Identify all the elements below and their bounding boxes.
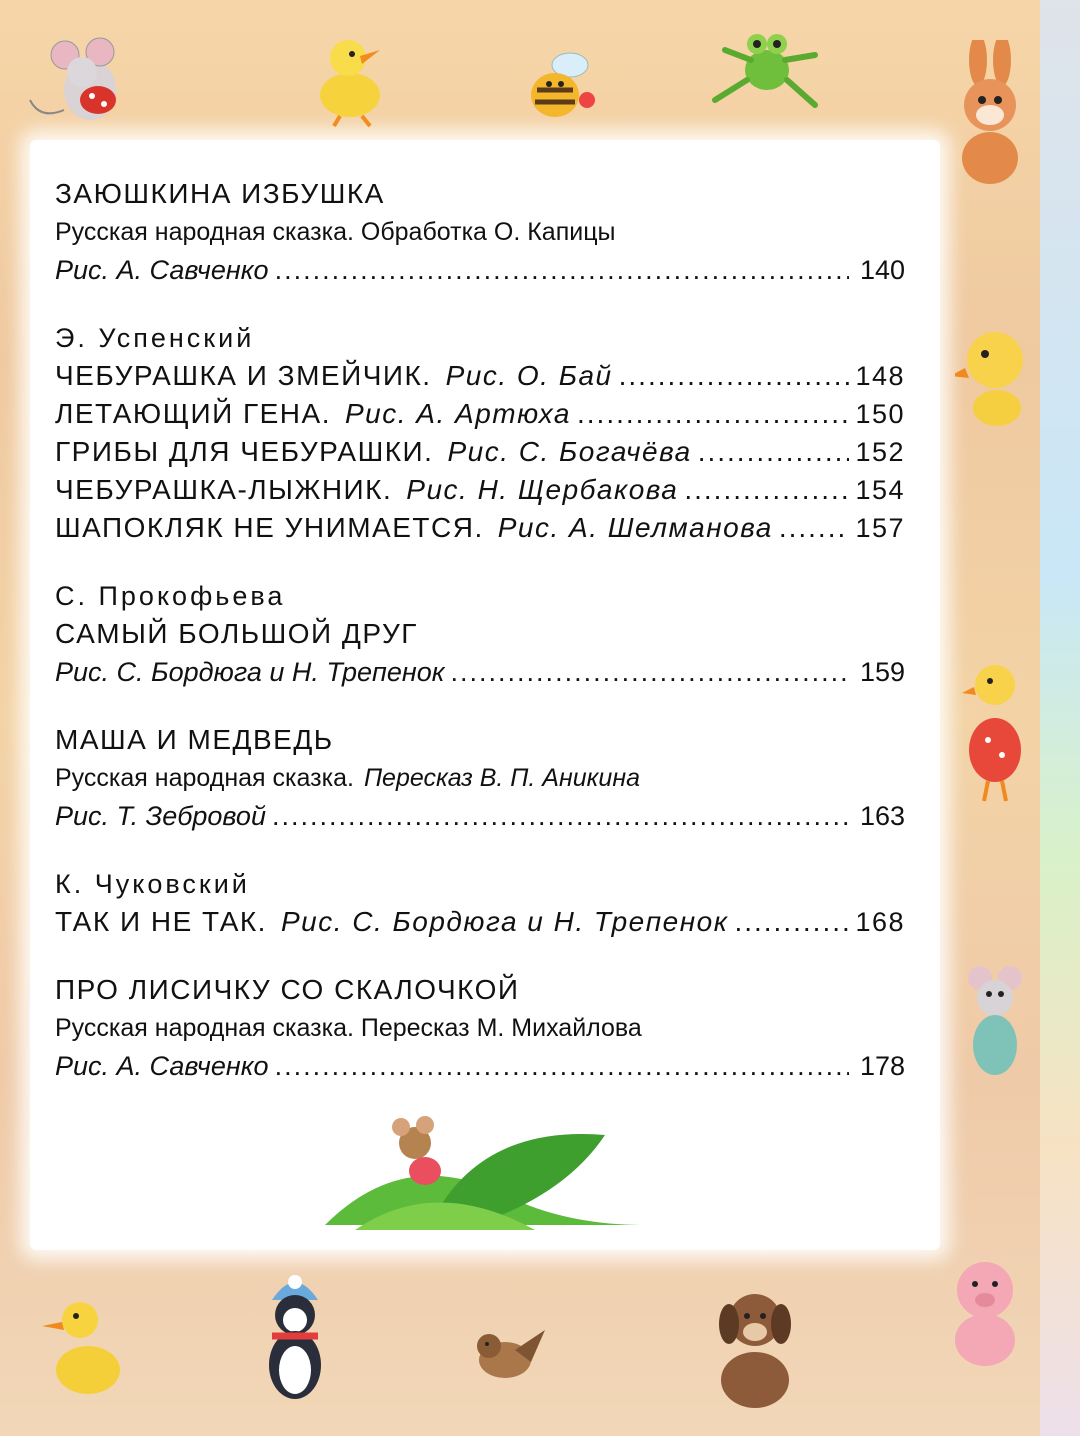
illustrator: Рис. Н. Щербакова: [406, 474, 679, 505]
frog-icon: [705, 20, 825, 120]
author-name: С. Прокофьева: [55, 581, 286, 611]
toc-line[interactable]: [55, 509, 905, 547]
dot-leader: [698, 433, 849, 471]
illustrator: Рис. С. Бордюга и Н. Трепенок: [55, 657, 445, 687]
story-title: ГРИБЫ ДЛЯ ЧЕБУРАШКИ.: [55, 436, 434, 467]
dot-leader: [275, 251, 849, 289]
toc-line[interactable]: [55, 797, 905, 835]
subtitle-italic: Пересказ В. П. Аникина: [363, 764, 640, 792]
story-subtitle: Русская народная сказка. Обработка О. Капицы: [55, 218, 616, 246]
toc-line[interactable]: [55, 395, 905, 433]
illustrator: Рис. С. Бордюга и Н. Трепенок: [280, 906, 729, 937]
chick-in-dress-icon: [960, 655, 1030, 805]
toc-entry-lisichka: [55, 971, 905, 1085]
illustrator: Рис. Т. Зебровой: [55, 801, 266, 831]
page-number: 168: [855, 907, 905, 937]
illustrator: Рис. С. Богачёва: [447, 436, 692, 467]
toc-line[interactable]: [55, 433, 905, 471]
small-mouse-icon: [960, 960, 1030, 1090]
author-name: К. Чуковский: [55, 869, 250, 899]
page-number: 159: [859, 657, 905, 687]
penguin-icon: [250, 1270, 340, 1410]
toc-entry-chukovsky: [55, 865, 905, 941]
puppy-icon: [695, 1280, 815, 1420]
toc-entry-zayushkina: [55, 175, 905, 289]
piglet-icon: [930, 1250, 1040, 1370]
story-subtitle: Русская народная сказка. Пересказ М. Михайлова: [55, 1014, 642, 1042]
dot-leader: [577, 395, 849, 433]
story-title: ТАК И НЕ ТАК.: [55, 906, 267, 937]
bee-icon: [515, 40, 610, 130]
illustrator: Рис. О. Бай: [445, 360, 613, 391]
dot-leader: [275, 1047, 849, 1085]
story-title: ЧЕБУРАШКА-ЛЫЖНИК.: [55, 474, 393, 505]
page-number: 163: [859, 801, 905, 831]
story-title: МАША И МЕДВЕДЬ: [55, 724, 334, 755]
dot-leader: [734, 903, 849, 941]
toc-line[interactable]: [55, 357, 905, 395]
duckling-icon: [300, 20, 400, 130]
toc-section-uspensky: [55, 319, 905, 547]
toc-line[interactable]: [55, 251, 905, 289]
toc-entry-prokofieva: [55, 577, 905, 691]
dot-leader: [684, 471, 849, 509]
chick-icon: [955, 320, 1035, 430]
story-title: ПРО ЛИСИЧКУ СО СКАЛОЧКОЙ: [55, 974, 520, 1005]
mouse-icon: [20, 30, 150, 140]
mouse-in-leaves-icon: [315, 1105, 655, 1245]
toc-entry-masha: [55, 721, 905, 835]
illustrator: Рис. А. Савченко: [55, 255, 269, 285]
next-page-edge: [1040, 0, 1080, 1436]
story-title: САМЫЙ БОЛЬШОЙ ДРУГ: [55, 618, 418, 649]
subtitle-plain: Русская народная сказка.: [55, 764, 354, 792]
page-number: 178: [859, 1051, 905, 1081]
toc-line[interactable]: [55, 653, 905, 691]
toc-line[interactable]: [55, 471, 905, 509]
dot-leader: [779, 509, 849, 547]
dot-leader: [619, 357, 849, 395]
page-number: 148: [855, 361, 905, 391]
dot-leader: [272, 797, 849, 835]
page-number: 152: [855, 437, 905, 467]
author-name: Э. Успенский: [55, 323, 255, 353]
sparrow-icon: [465, 1310, 555, 1400]
duck-icon: [30, 1290, 130, 1410]
illustrator: Рис. А. Савченко: [55, 1051, 269, 1081]
page-number: 140: [859, 255, 905, 285]
story-title: ЗАЮШКИНА ИЗБУШКА: [55, 178, 385, 209]
dot-leader: [451, 653, 849, 691]
table-of-contents: [55, 175, 905, 1115]
toc-line[interactable]: [55, 903, 905, 941]
page-number: 157: [855, 513, 905, 543]
story-title: ЧЕБУРАШКА И ЗМЕЙЧИК.: [55, 360, 432, 391]
story-title: ЛЕТАЮЩИЙ ГЕНА.: [55, 398, 331, 429]
toc-line[interactable]: [55, 1047, 905, 1085]
hare-icon: [940, 40, 1040, 190]
illustrator: Рис. А. Артюха: [344, 398, 571, 429]
illustrator: Рис. А. Шелманова: [497, 512, 773, 543]
page-number: 150: [855, 399, 905, 429]
story-title: ШАПОКЛЯК НЕ УНИМАЕТСЯ.: [55, 512, 484, 543]
story-subtitle: [55, 759, 905, 797]
page-number: 154: [855, 475, 905, 505]
